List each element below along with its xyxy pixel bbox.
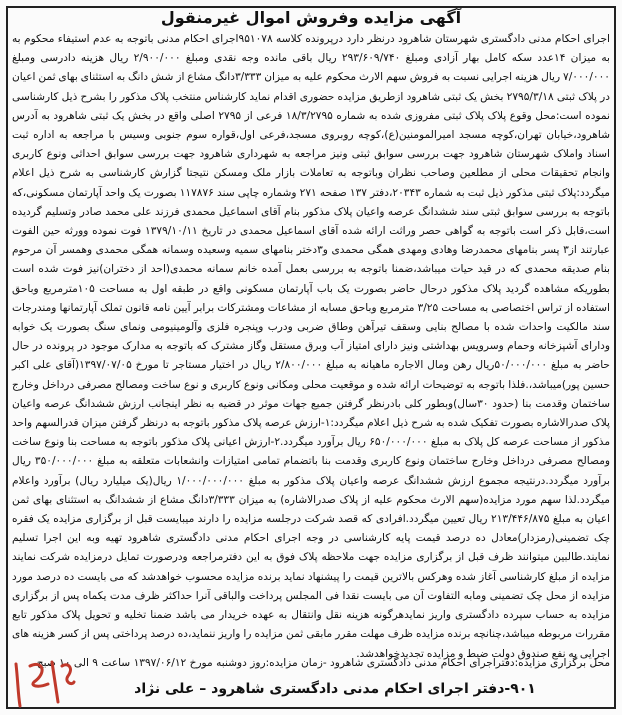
notice-title: آگهی مزایده وفروش اموال غیرمنقول — [160, 8, 462, 27]
issuer-signature-line: ۹۰۱-دفتر اجرای احکام مدنی دادگستری شاهرود – علی نژاد — [134, 681, 536, 697]
notice-body-text: اجرای احکام مدنی دادگستری شهرستان شاهرود درنظر دارد درپرونده کلاسه ۹۵۱۰۷۸اجرای احکام مدنی باتوجه به عدم استیفاء محکوم به به میزان ۱۴عدد سکه کامل بهار آزادی ومبلغ ۲۹۳/۶۰۹/۷۴۰ ریال باقی مانده وجه نقدی ومبلغ ۲/۹۰۰/۰۰۰ ریال هزینه دادرسی ومبلغ ۷/۰۰۰/۰۰۰ ریال هزینه اجرایی نسبت به فروش سهم الارث محکوم علیه به میزان ۳/۳۳۳دانگ مشاع از شش دانگ به استثنای بهای ثمن اعیان در پلاک ثبتی ۲۷۹۵/۳/۱۸ بخش یک ثبتی شاهرود ازطریق مزایده حضوری اقدام نماید کارشناس منتخب پلاک مذکور را بشرح ذیل کارشناسی نموده است:محل وقوع پلاک پلاک ثبتی مفروزی شده به شماره ۱۸/۳/۲۷۹۵ فرعی از ۲۷۹۵ اصلی واقع در بخش یک ثبتی شاهرود به آدرس شاهرود،خیابان تهران،کوچه مسجد امیرالمومنین(ع)،کوچه روبروی مسجد،فرعی اول،قواره سوم جنوبی وسیس با مراجعه به اداره ثبت اسناد واملاک شهرستان شاهرود جهت بررسی سوابق ثبتی ونیز مراجعه به شهرداری شاهرود جهت بررسی سوابق احداثی ونوع کاربری وانجام تحقیقات محلی از مطلعین وصاحب نظران وباتوجه به تعاملات بازار ملک ومسکن نتیجتا گزارش کارشناسی به شرح ذیل اعلام میگردد:پلاک ثبتی مذکور ذیل ثبت به شماره ۲۰۳۴۳،دفتر ۱۳۷ صفحه ۲۷۱ وشماره چاپی سند ۱۱۷۸۷۶ بصورت یک واحد آپارتمان مسکونی،که باتوجه به بررسی سوابق ثبتی سند ششدانگ عرصه واعیان پلاک مذکور بنام آقای اسماعیل محمدی فرزند علی محمد صادر وتسلیم گردیده است،قابل ذکر است باتوجه به گواهی حصر وراثت ارائه شده آقای اسماعیل محمدی در تاریخ ۱۳۷۹/۱۰/۱۱ فوت نموده وورثه حین الفوت عبارتند از۳ پسر بنامهای محمدرضا وهادی ومهدی همگی محمدی و۳دختر بنامهای سمیه وسعیده وسمانه همگی محمدی وهمسر آن مرحوم بنام صدیقه محمدی که در قید حیات میباشد،ضمنا باتوجه به بررسی بعمل آمده خانم سمانه محمدی(احد از دختران)نیز فوت شده است بطوریکه مشاهده گردید پلاک مذکور درحال حاضر بصورت یک باب آپارتمان مسکونی واقع در طبقه اول به مساحت ۱۰۵مترمربع وباحق استفاده از تراس اختصاصی به مساحت ۳/۲۵ مترمربع وباحق مسابه از مشاعات ومشترکات برابر آیین نامه قانون تملک آپارتمانها ومندرجات سند مالکیت واحدات شده با مصالح بنایی وسقف تیرآهن وطاق ضربی ودرب وپنجره فلزی وآلومینیومی ونمای سنگ بصورت یک خوابه ودارای آشپزخانه وحمام وسرویس بهداشتی ونیز دارای امتیاز آب وبرق مستقل وگاز مشترک که باتوجه به مدارک موجود در پرونده در حال حاضر به مبلغ ۵۰/۰۰۰/۰۰۰ریال رهن ومال الاجاره ماهیانه به مبلغ ۲/۸۰۰/۰۰۰ ریال در اختیار مستاجر تا مورخ ۱۳۹۷/۰۷/۰۵(آقای علی اکبر حسین پور)میباشد،.فلذا باتوجه به توضیحات ارائه شده و موقعیت محلی ومکانی ونوع کاربری و نوع ساخت ومصالح مصرفی درداخل وخارج ساختمان وقدمت بنا (حدود ۳۰سال)وبطور کلی بادرنظر گرفتن جمیع جهات موثر در قضیه به نظر اینجانب ارزش ششدانگ عرصه واعیان پلاک صدرالاشاره بصورت تفکیک شده به شرح ذیل اعلام میگردد:۱-ارزش عرصه پلاک مذکور باتوجه به درنظر گرفتن میزان قدرالسهم واحد مذکور از مساحت عرصه کل پلاک به مبلغ ۶۵۰/۰۰۰/۰۰۰ ریال برآورد میگردد.۲-ارزش اعیانی پلاک مذکور باتوجه به مساحت بنا ونوع ساخت ومصالح مصرفی درداخل وخارج ساختمان ونوع کاربری وقدمت بنا باتضمام تمامی امتیازات وانشعابات متعلقه به مبلغ ۳۵۰/۰۰۰/۰۰۰ ریال برآورد میگردد.درنتیجه مجموع ارزش ششدانگ عرصه واعیان پلاک مذکور به مبلغ ۱/۰۰۰/۰۰۰/۰۰۰ ریال(یک میلیارد ریال) برآورد واعلام میگردد.لذا سهم مورد مزایده(سهم الارث محکوم علیه از پلاک صدرالاشاره) به میزان ۳/۳۳۳دانگ مشاع از ششدانگ به استثنای بهای ثمن اعیان به مبلغ ۲۱۳/۴۴۶/۸۷۵ ریال تعیین میگردد.افرادی که قصد شرکت درجلسه مزایده را دارند میبایست قبل از برگزاری مزایده یک فقره چک تضمینی(رمزدار)معادل ده درصد قیمت پایه کارشناسی در وجه اجرای احکام مدنی دادگستری شاهرود تهیه وبه این اجرا تسلیم نمایند.طالبین میتوانند ظرف قبل از برگزاری مزایده جهت ملاحظه پلاک فوق به این دفترمراجعه ودرصورت تمایل درمزایده شرکت نمایند مزایده از مبلغ کارشناسی آغاز شده وهرکس بالاترین قیمت را پیشنهاد نماید برنده مزایده محسوب خواهدشد که می بایست ده درصد مورد مزایده از محل چک تضمینی ومابه التفاوت آن می بایست نقدا فی المجلس پرداخت والباقی آنرا حداکثر ظرف مدت یکماه پس از برگزاری مزایده به حساب سپرده دادگستری واریز نمایدهرگونه هزینه نقل وانتقال به عهده خریدار می باشد ضمنا تخلیه و تحویل پلاک مذکور تابع مقررات مربوطه میباشد،چنانچه برنده مزایده ظرف مهلت مقرر مابقی ثمن مزایده را واریز ننماید،ده درصد پرداختی پس از کسر هزینه های اجرایی به نفع صندوق دولت ضبط و مزایده تجدیدخواهدشد. — [12, 33, 611, 660]
auction-time-place: محل برگزاری مزایده:دفتراجرای احکام مدنی دادگستری شاهرود -زمان مزایده:روز دوشنبه مورخ ۱۳۹۷/۰۶/۱۲ ساعت ۹ الی ۱۰ صبح — [36, 657, 610, 669]
handwritten-number-stamp — [8, 652, 78, 710]
